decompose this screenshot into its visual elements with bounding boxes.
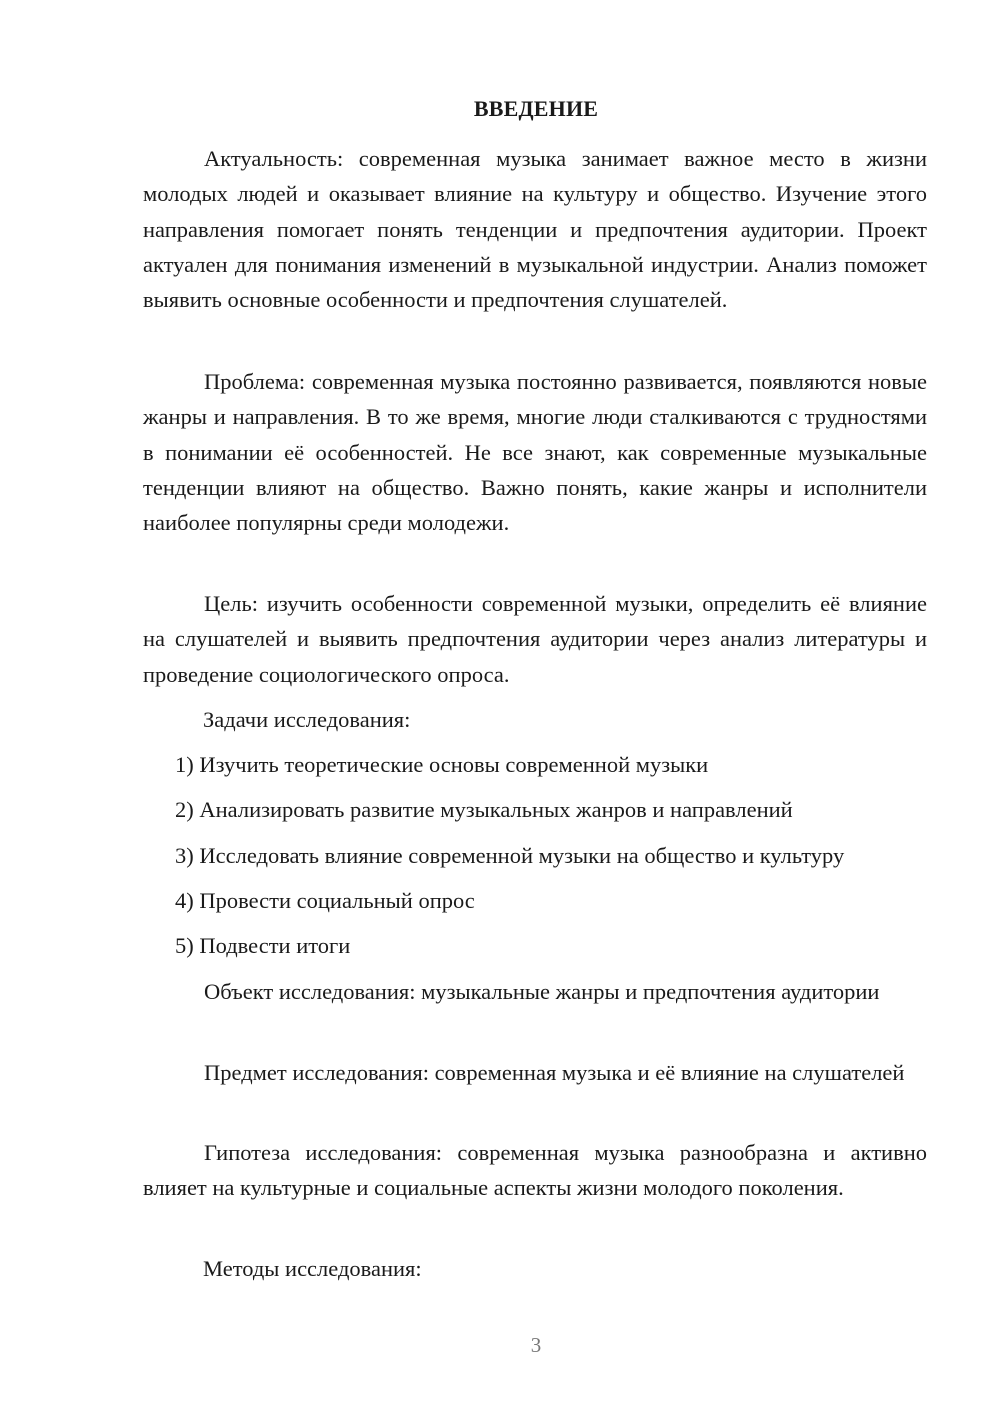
page-number: 3 [530,1333,542,1357]
page-title: ВВЕДЕНИЕ [473,96,599,121]
task-item: 4) Провести социальный опрос [175,888,475,913]
task-item: 2) Анализировать развитие музыкальных жанров и направлений [175,797,793,822]
task-item: 1) Изучить теоретические основы современной музыки [175,752,709,777]
goal-paragraph: Цель: изучить особенности современной музыки, определить её влияние на слушателей и выявить предпочтения аудитории через анализ литературы и проведение социологического опроса. [143,591,927,687]
problem-paragraph: Проблема: современная музыка постоянно развивается, появляются новые жанры и направления. В то же время, многие люди сталкиваются с трудностями в понимании её особенностей. Не все знают, как современные музыкальные тенденции влияют на общество. Важно понять, какие жанры и исполнители наиболее популярны среди молодежи. [143,369,927,536]
object-paragraph: Объект исследования: музыкальные жанры и предпочтения аудитории [204,979,880,1004]
methods-title: Методы исследования: [203,1256,422,1281]
task-item: 5) Подвести итоги [175,933,351,958]
relevance-paragraph: Актуальность: современная музыка занимает важное место в жизни молодых людей и оказывает влияние на культуру и общество. Изучение этого направления помогает понять тенденции и предпочтения аудитории. Проект актуален для понимания изменений в музыкальной индустрии. Анализ поможет выявить основные особенности и предпочтения слушателей. [143,146,927,313]
tasks-title: Задачи исследования: [203,707,411,732]
task-item: 3) Исследовать влияние современной музыки на общество и культуру [175,843,845,868]
subject-paragraph: Предмет исследования: современная музыка и её влияние на слушателей [204,1060,905,1085]
hypothesis-paragraph: Гипотеза исследования: современная музыка разнообразна и активно влияет на культурные и социальные аспекты жизни молодого поколения. [143,1140,927,1201]
